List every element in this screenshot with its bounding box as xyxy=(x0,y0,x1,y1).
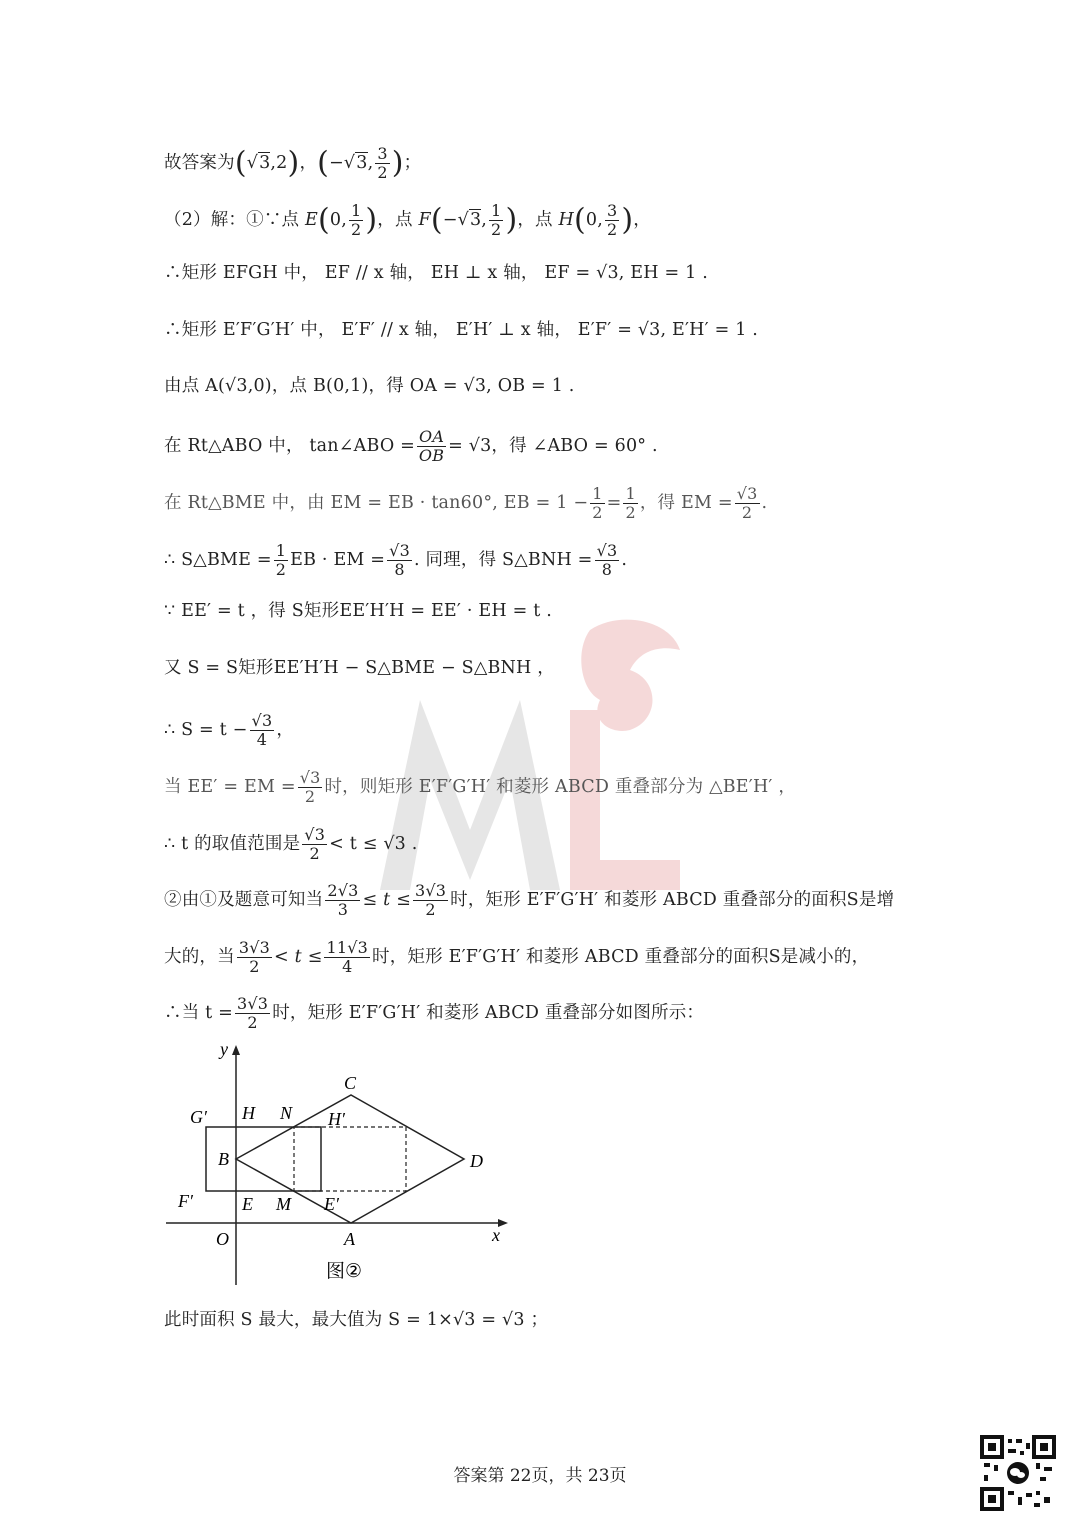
answer-line-4: ∴矩形 E′F′G′H′ 中， E′F′ // x 轴， E′H′ ⊥ x 轴， E′F′ = √3, E′H′ = 1 . xyxy=(164,320,759,340)
answer-line-14: ②由①及题意可知当 $\frac{2√3}{3}$ ≤ t ≤ $\frac{3√3}{2}$ 时，矩形 E′F′G′H′ 和菱形 ABCD 重叠部分的面积S是增 xyxy=(164,881,895,919)
label-n: N xyxy=(280,1103,293,1123)
answer-line-8: ∴ S△BME = $\frac{1}{2}$ EB · EM = $\frac{√3}{8}$ . 同理，得 S△BNH = $\frac{√3}{8}$ . xyxy=(164,541,628,579)
rectangle-e1f1g1h1 xyxy=(294,1127,406,1191)
label-e: E xyxy=(242,1194,253,1214)
text: ，得 EM = xyxy=(639,493,733,513)
text: 时，矩形 E′F′G′H′ 和菱形 ABCD 重叠部分的面积S是增 xyxy=(450,890,895,910)
label-a: A xyxy=(344,1229,355,1249)
text: ∴当 t = xyxy=(164,1003,234,1023)
page-footer: 答案第 22页，共 23页 xyxy=(453,1466,627,1486)
label-h1: H′ xyxy=(328,1109,345,1129)
label-m: M xyxy=(276,1194,291,1214)
rhombus-abcd xyxy=(236,1095,464,1223)
label-g1: G′ xyxy=(190,1107,207,1127)
answer-line-7: 在 Rt△BME 中，由 EM = EB · tan60°, EB = 1 − $\frac{1}{2}$ = $\frac{1}{2}$ ，得 EM = $\frac{√3}{2}$ . xyxy=(164,484,768,522)
label-x: x xyxy=(492,1225,500,1245)
answer-line-9: ∵ EE′ = t ，得 S矩形EE′H′H = EE′ · EH = t . xyxy=(164,601,552,621)
text: 在 Rt△BME 中，由 EM = EB · tan60°, EB = 1 − xyxy=(164,493,589,513)
text: ∴ t 的取值范围是 xyxy=(164,834,301,854)
text: = √3，得 ∠ABO = 60° . xyxy=(448,436,658,456)
label-h: H xyxy=(242,1103,255,1123)
answer-line-2: （2）解：①∵点 E(0, $\frac{1}{2}$ )，点 F(−√3, $\frac{1}{2}$ )，点 H(0, $\frac{3}{2}$ )， xyxy=(164,201,651,239)
answer-line-11: ∴ S = t − $\frac{√3}{4}$ ， xyxy=(164,711,295,749)
text: ∴ S△BME = xyxy=(164,550,272,570)
label-c: C xyxy=(344,1073,357,1093)
label-b: B xyxy=(218,1149,229,1169)
label-d: D xyxy=(470,1151,483,1171)
label-f1: F′ xyxy=(178,1191,193,1211)
answer-line-13: ∴ t 的取值范围是 $\frac{√3}{2}$ < t ≤ √3 . xyxy=(164,825,418,863)
text: 时，则矩形 E′F′G′H′ 和菱形 ABCD 重叠部分为 △BE′H′ ， xyxy=(324,777,797,797)
text: ②由①及题意可知当 xyxy=(164,890,324,910)
geometry-figure xyxy=(158,1035,518,1295)
label-e1: E′ xyxy=(324,1194,339,1214)
figure-caption: 图② xyxy=(326,1260,363,1282)
text: 时，矩形 E′F′G′H′ 和菱形 ABCD 重叠部分的面积S是减小的， xyxy=(372,947,870,967)
text: 在 Rt△ABO 中， tan∠ABO = xyxy=(164,436,416,456)
answer-line-1: 故答案为(√3,2)，(−√3, $\frac{3}{2}$ )； xyxy=(164,144,422,182)
text: 大的，当 xyxy=(164,947,235,967)
text: . 同理，得 S△BNH = xyxy=(413,550,593,570)
label-o: O xyxy=(216,1229,229,1249)
answer-line-17: 此时面积 S 最大，最大值为 S = 1×√3 = √3 ； xyxy=(164,1310,549,1330)
text: ∴ S = t − xyxy=(164,720,248,740)
answer-line-16: ∴当 t = $\frac{3√3}{2}$ 时，矩形 E′F′G′H′ 和菱形 ABCD 重叠部分如图所示： xyxy=(164,994,705,1032)
label-y: y xyxy=(220,1039,228,1059)
answer-line-6: 在 Rt△ABO 中， tan∠ABO = $\frac{OA}{OB}$ = √3，得 ∠ABO = 60° . xyxy=(164,427,658,465)
answer-line-3: ∴矩形 EFGH 中， EF // x 轴， EH ⊥ x 轴， EF = √3, EH = 1 . xyxy=(164,263,708,283)
answer-line-5: 由点 A(√3,0)，点 B(0,1)，得 OA = √3, OB = 1 . xyxy=(164,376,575,396)
text: 当 EE′ = EM = xyxy=(164,777,296,797)
answer-line-12: 当 EE′ = EM = $\frac{√3}{2}$ 时，则矩形 E′F′G′H′ 和菱形 ABCD 重叠部分为 △BE′H′ ， xyxy=(164,768,797,806)
text: < t ≤ √3 . xyxy=(329,834,418,854)
text: 时，矩形 E′F′G′H′ 和菱形 ABCD 重叠部分如图所示： xyxy=(272,1003,705,1023)
answer-line-10: 又 S = S矩形EE′H′H − S△BME − S△BNH ， xyxy=(164,658,555,678)
text: 故答案为 xyxy=(164,153,235,173)
text: （2）解：①∵点 xyxy=(164,210,300,230)
y-axis-arrow xyxy=(232,1045,240,1055)
answer-line-15: 大的，当 $\frac{3√3}{2}$ < t ≤ $\frac{11√3}{4}$ 时，矩形 E′F′G′H′ 和菱形 ABCD 重叠部分的面积S是减小的， xyxy=(164,938,870,976)
text: EB · EM = xyxy=(290,550,386,570)
